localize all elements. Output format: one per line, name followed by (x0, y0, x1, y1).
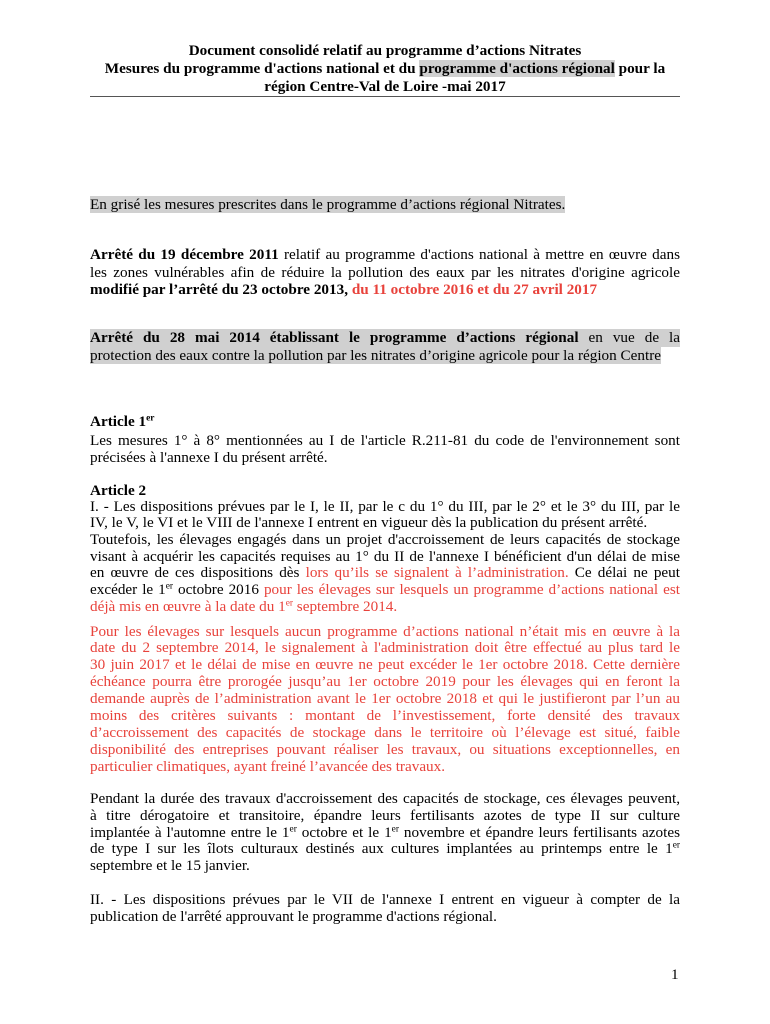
regional-decree-title: Arrêté du 28 mai 2014 établissant le programme d’actions régional (90, 329, 579, 346)
note-line (90, 196, 680, 213)
article-2-section-2 (90, 891, 680, 925)
section-1-line-7-sup: er (285, 598, 293, 609)
national-decree-line-2: les zones vulnérables afin de réduire la pollution des eaux par les nitrates d'origine agricole (90, 263, 680, 281)
national-decree-amendment-dates: du 11 octobre 2016 et du 27 avril 2017 (348, 281, 598, 298)
amendment-line: 30 juin 2017 et le délai de mise en œuvre ne peut excéder le 1er octobre 2018. Cette dernière (90, 656, 680, 674)
national-decree-line-3 (90, 281, 680, 299)
article-2-section-1 (90, 499, 680, 616)
section-1-line-5-end: Ce délai ne peut (568, 564, 680, 582)
transition-line-3-c: novembre et épandre leurs fertilisants azotes (398, 823, 680, 841)
regional-decree-paragraph (90, 329, 680, 365)
national-decree-line-1-text: relatif au programme d'actions national à mettre en œuvre dans (278, 246, 680, 263)
article-1-title-sup: er (146, 413, 155, 424)
article-1-line-2: précisées à l'annexe I du présent arrêté. (90, 448, 328, 466)
amendment-line: échéance pourra être prorogée jusqu’au 1er octobre 2019 pour les élevages qui en feront la (90, 673, 680, 691)
section-1-line-7-text-b: septembre 2014. (293, 597, 398, 615)
header-title-line-1: Document consolidé relatif au programme d’actions Nitrates (188, 42, 582, 59)
transition-line-3-a: implantée à l'automne entre le 1 (90, 823, 290, 841)
national-decree-line-1 (90, 246, 680, 264)
section-1-line-2: IV, le V, le VI et le VIII de l'annexe I entrent en vigueur dès la publication du présent arrêté. (90, 514, 648, 532)
transition-line-3-sup-1: er (289, 823, 297, 834)
page-number: 1 (671, 966, 679, 983)
amendment-line: particulier climatiques, ayant freiné l’avancée des travaux. (90, 757, 446, 775)
header-title-line-3: région Centre-Val de Loire -mai 2017 (264, 78, 506, 95)
transition-line-5: septembre et le 15 janvier. (90, 857, 250, 874)
transition-line-1: Pendant la durée des travaux d'accroissement des capacités de stockage, ces élevages peuvent, (90, 790, 680, 807)
transition-line-3 (90, 825, 680, 842)
section-1-line-1: I. - Les dispositions prévues par le I, le II, par le c du 1° du III, par le 2° et le 3° du III, par le (90, 497, 680, 515)
section-1-line-6-text-b: octobre 2016 (173, 581, 264, 599)
header-divider (90, 96, 680, 97)
section-1-line-6 (90, 582, 680, 599)
transition-line-4 (90, 841, 680, 858)
transition-line-2: à titre dérogatoire et transitoire, épandre leurs fertilisants azotes de type II sur culture (90, 806, 680, 824)
amendment-line: Pour les élevages sur lesquels aucun programme d’actions national n’était mis en œuvre à la (90, 622, 680, 640)
amendment-line: date du 2 septembre 2014, le signalement à l'administration doit être effectué au plus tard le (90, 639, 680, 657)
article-1-paragraph (90, 432, 680, 466)
national-decree-amendment: modifié par l’arrêté du 23 octobre 2013, (90, 281, 349, 298)
national-decree-title: Arrêté du 19 décembre 2011 (90, 246, 279, 263)
grey-legend-note (90, 196, 680, 213)
national-decree-paragraph (90, 246, 680, 299)
article-1-heading (90, 413, 680, 430)
section-1-line-7-text-a: déjà mis en œuvre à la date du 1 (90, 597, 286, 615)
header-line-2-end: pour la (614, 60, 666, 77)
transition-line-3-sup-2: er (391, 823, 399, 834)
transition-line-4-a: de type I sur les îlots culturaux destinés aux cultures implantées au printemps entre le 1 (90, 840, 673, 858)
header-line-2-start: Mesures du programme d'actions national et du (104, 60, 420, 77)
note-text: En grisé les mesures prescrites dans le programme d’actions régional Nitrates. (90, 196, 566, 213)
section-1-line-5 (90, 565, 680, 582)
section-1-line-3: Toutefois, les élevages engagés dans un projet d'accroissement de leurs capacités de stockage (90, 530, 680, 548)
amendment-paragraph (90, 624, 680, 776)
amendment-line: moins des critères suivants : montant de l’investissement, forte densité des travaux (90, 707, 680, 725)
section-1-line-7 (90, 599, 680, 616)
article-1-line-1: Les mesures 1° à 8° mentionnées au I de l'article R.211-81 du code de l'environnement sont (90, 431, 680, 449)
article-2-title: Article 2 (90, 481, 147, 499)
amendment-line: demande auprès de l’administration avant le 1er octobre 2018 et qui le justifieront par l’un au (90, 690, 680, 708)
article-1-title: Article 1 (90, 413, 147, 430)
header-regional-highlight: programme d'actions régional (419, 60, 615, 77)
regional-decree-line-1-text: en vue de la (578, 329, 681, 346)
amendment-line: disponibilité des entreprises pouvant réaliser les travaux, ou situations exceptionnelles, en (90, 740, 680, 758)
regional-decree-line-1 (90, 329, 680, 347)
regional-decree-line-2 (90, 347, 680, 365)
regional-decree-line-2-text: protection des eaux contre la pollution par les nitrates d’origine agricole pour la région Centre (90, 347, 662, 364)
section-1-line-5-text: en œuvre de ces dispositions dès (90, 564, 306, 582)
transition-line-3-b: octobre et le 1 (296, 823, 392, 841)
transition-line-4-sup: er (672, 840, 680, 851)
section-2-line-1: II. - Les dispositions prévues par le VII de l'annexe I entrent en vigueur à compter de la (90, 890, 680, 908)
document-header (90, 42, 680, 96)
amendment-line: d’accroissement des capacités de stockage dans le territoire où l’élevage est situé, faible (90, 723, 680, 741)
section-1-line-5-amendment: lors qu’ils se signalent à l’administration. (305, 564, 569, 582)
section-1-line-4: visant à acquérir les capacités requises au 1° du II de l'annexe I bénéficient d'un délai de mise (90, 547, 680, 565)
section-1-line-6-text-a: excéder le 1 (90, 581, 166, 599)
transition-period-paragraph (90, 791, 680, 875)
section-1-line-6-amendment: pour les élevages sur lesquels un programme d’actions national est (263, 581, 680, 599)
header-title-line-2 (90, 60, 680, 78)
section-2-line-2: publication de l'arrêté approuvant le programme d'actions régional. (90, 907, 497, 925)
section-1-line-6-sup: er (165, 581, 174, 592)
